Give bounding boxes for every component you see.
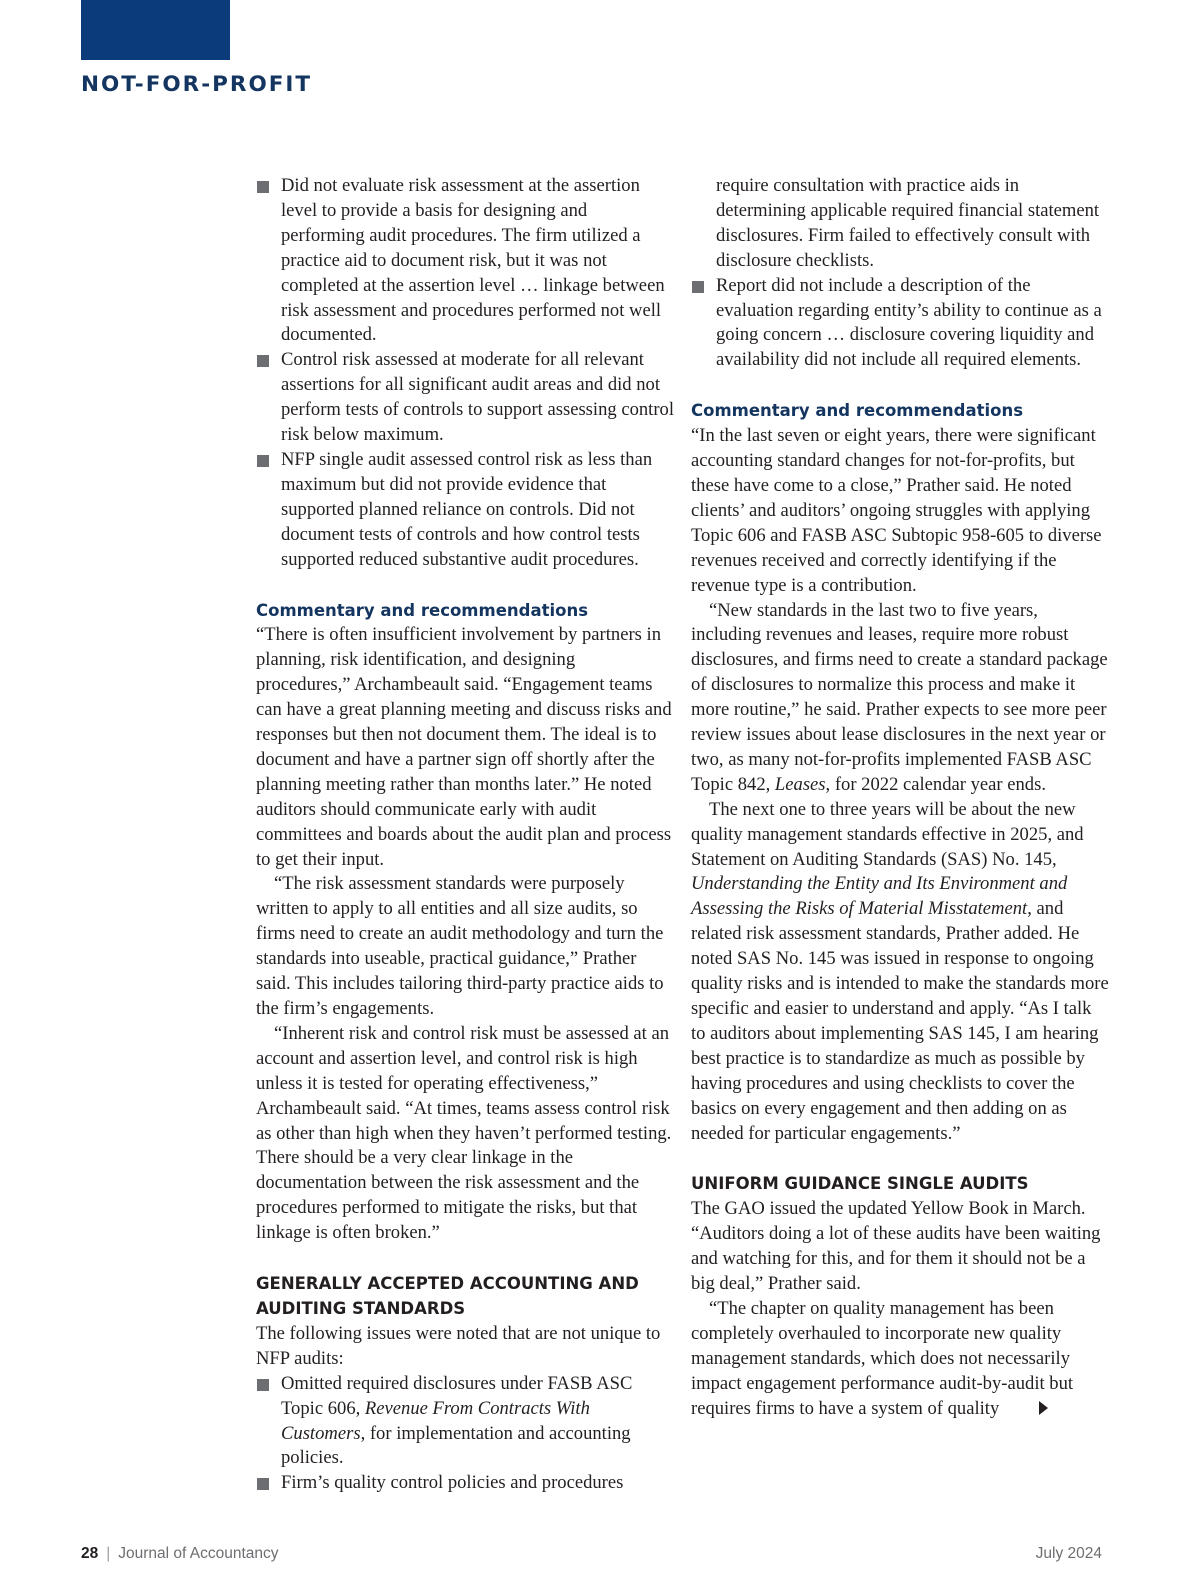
italic-title: Leases: [774, 773, 826, 795]
issues-list-top: [256, 174, 674, 573]
list-item-continuation: require consultation with practice aids in determining applicable required financial statement disclosures. Firm failed to effectively consult with disclosure checklists.: [716, 175, 1100, 271]
section-heading-uniform-guidance: UNIFORM GUIDANCE SINGLE AUDITS: [691, 1174, 1029, 1194]
issues-list-gaas: [256, 1372, 674, 1497]
footer-left: [81, 1545, 279, 1563]
body-paragraph: “There is often insufficient involvement by partners in planning, risk identification, and designing procedures,” Archambeault said. “Engagement teams can have a great planning meeting and discuss risks and responses but then not document them. The ideal is to document and have a partner sign off shortly after the planning meeting rather than months later.” He noted auditors should communicate early with audit committees and boards about the audit plan and process to get their input.: [256, 624, 672, 870]
issues-list-right: [691, 274, 1109, 374]
list-item: Control risk assessed at moderate for all relevant assertions for all significant audit areas and did not perform tests of controls to support assessing control risk below maximum.: [256, 348, 674, 448]
body-paragraph: “The chapter on quality management has been completely overhauled to incorporate new quality management standards, which does not necessarily impact engagement performance audit-by-audit but requires firms to have a system of quality: [691, 1297, 1074, 1419]
left-column: [256, 174, 674, 1496]
body-paragraph: The following issues were noted that are not unique to NFP audits:: [256, 1322, 661, 1369]
body-paragraph: “New standards in the last two to five years, including revenues and leases, require more robust disclosures, and firms need to create a standard package of disclosures to normalize this process and make it more routine,” he said. Prather expects to see more peer review issues about lease disclosures in the next year or two, as many not-for-profits implemented FASB ASC Topic 842, Leases, for 2022 calendar year ends.: [691, 599, 1108, 795]
commentary-heading: Commentary and recommendations: [691, 401, 1024, 421]
italic-title: Understanding the Entity and Its Environment and Assessing the Risks of Material Misstatement: [691, 873, 1068, 920]
page-number: 28: [81, 1545, 99, 1562]
body-paragraph: The next one to three years will be about the new quality management standards effective in 2025, and Statement on Auditing Standards (SAS) No. 145, Understanding the Entity and Its Environment and Assessing the Risks of Material Misstatement, and related risk assessment standards, Prather added. He noted SAS No. 145 was issued in response to ongoing quality risks and is intended to make the standards more specific and easier to understand and apply. “As I talk to auditors about implementing SAS 145, I am hearing best practice is to standardize as much as possible by having procedures and using checklists to cover the basics on every engagement and then adding on as needed for particular engagements.”: [691, 798, 1109, 1144]
publication-name: Journal of Accountancy: [118, 1545, 279, 1562]
body-paragraph: “Inherent risk and control risk must be assessed at an account and assertion level, and control risk is high unless it is tested for operating effectiveness,” Archambeault said. “At times, teams assess control risk as other than high when they haven’t performed testing. There should be a very clear linkage in the documentation between the risk assessment and the procedures performed to mitigate the risks, but that linkage is often broken.”: [256, 1022, 672, 1244]
list-item: NFP single audit assessed control risk as less than maximum but did not provide evidence that supported planned reliance on controls. Did not document tests of controls and how control tests supported reduced substantive audit procedures.: [256, 448, 674, 573]
body-paragraph: “In the last seven or eight years, there were significant accounting standard changes for not-for-profits, but these have come to a close,” Prather said. He noted clients’ and auditors’ ongoing struggles with applying Topic 606 and FASB ASC Subtopic 958-605 to diverse revenues received and correctly identifying if the revenue type is a contribution.: [691, 425, 1102, 596]
commentary-heading: Commentary and recommendations: [256, 600, 589, 620]
body-paragraph: “The risk assessment standards were purposely written to apply to all entities and all size audits, so firms need to create an audit methodology and turn the standards into useable, practical guidance,” Prather said. This includes tailoring third-party practice aids to the firm’s engagements.: [256, 873, 664, 1019]
list-item: Did not evaluate risk assessment at the assertion level to provide a basis for designing and performing audit procedures. The firm utilized a practice aid to document risk, but it was not completed at the assertion level … linkage between risk assessment and procedures performed not well documented.: [256, 174, 674, 348]
section-label: NOT-FOR-PROFIT: [81, 72, 313, 97]
body-paragraph: The GAO issued the updated Yellow Book in March. “Auditors doing a lot of these audits have been waiting and watching for this, and for them it should not be a big deal,” Prather said.: [691, 1198, 1101, 1295]
right-column: [691, 174, 1109, 1422]
continue-arrow-icon: [1039, 1401, 1048, 1415]
header-color-block: [81, 0, 230, 60]
list-item: Omitted required disclosures under FASB ASC Topic 606, Revenue From Contracts With Customers, for implementation and accounting policies.: [256, 1372, 674, 1472]
section-heading-gaas: GENERALLY ACCEPTED ACCOUNTING AND AUDITING STANDARDS: [256, 1274, 639, 1318]
italic-title: Revenue From Contracts With Customers: [281, 1397, 590, 1444]
list-item: Firm’s quality control policies and procedures: [256, 1471, 674, 1496]
issue-date: July 2024: [1035, 1545, 1102, 1562]
footer-separator: |: [106, 1545, 111, 1562]
list-item: Report did not include a description of the evaluation regarding entity’s ability to continue as a going concern … disclosure covering liquidity and availability did not include all required elements.: [691, 274, 1109, 374]
